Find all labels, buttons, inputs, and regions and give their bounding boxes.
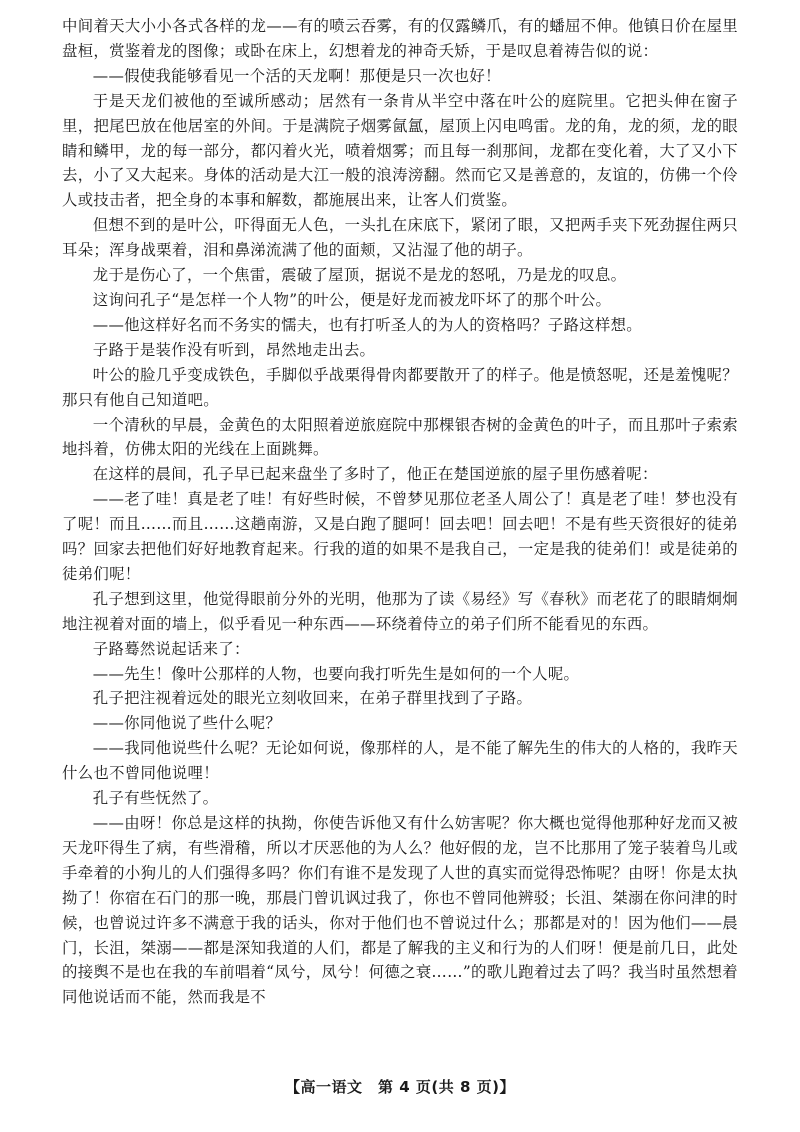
- paragraph: 孔子把注视着远处的眼光立刻收回来，在弟子群里找到了子路。: [92, 689, 533, 708]
- paragraph: ——假使我能够看见一个活的天龙啊！那便是只一次也好！: [92, 66, 501, 85]
- paragraph: ——我同他说些什么呢？无论如何说，像那样的人，是不能了解先生的伟大的人格的，我昨天什么也不曾同他说哩！: [62, 739, 738, 783]
- paragraph: 孔子想到这里，他觉得眼前分外的光明，他那为了读《易经》写《春秋》而老花了的眼睛炯炯地注视着对面的墙上，似乎看见一种东西——环绕着侍立的弟子们所不能看见的东西。: [62, 589, 738, 633]
- paragraph: 在这样的晨间，孔子早已起来盘坐了多时了，他正在楚国逆旅的屋子里伤感着呢：: [92, 465, 658, 484]
- paragraph: 龙于是伤心了，一个焦雷，震破了屋顶，据说不是龙的怒吼，乃是龙的叹息。: [92, 266, 627, 285]
- paragraph: ——先生！像叶公那样的人物，也要向我打听先生是如何的一个人呢。: [92, 664, 580, 683]
- paragraph: 这询问孔子“是怎样一个人物”的叶公，便是好龙而被龙吓坏了的那个叶公。: [92, 290, 612, 309]
- paragraph: 但想不到的是叶公，吓得面无人色，一头扎在床底下，紧闭了眼，又把两手夹下死劲握住两只耳朵；浑身战栗着，泪和鼻涕流满了他的面颊，又沾湿了他的胡子。: [62, 216, 738, 260]
- page-footer: 【高一语文 第 4 页(共 8 页)】: [285, 1078, 515, 1096]
- paragraph: ——他这样好名而不务实的懦夫，也有打听圣人的为人的资格吗？子路这样想。: [92, 315, 642, 334]
- paragraph: 孔子有些怃然了。: [92, 789, 219, 808]
- paragraph: 子路于是装作没有听到，昂然地走出去。: [92, 340, 376, 359]
- paragraph: 叶公的脸几乎变成铁色，手脚似乎战栗得骨肉都要散开了的样子。他是愤怒呢，还是羞愧呢？那只有他自己知道吧。: [62, 365, 738, 409]
- paragraph: 子路蓦然说起话来了：: [92, 639, 250, 658]
- paragraph: ——老了哇！真是老了哇！有好些时候，不曾梦见那位老圣人周公了！真是老了哇！梦也没有了呢！而且……而且……这趟南游，又是白跑了腿呵！回去吧！回去吧！不是有些天资很好的徒弟吗？回家去把他们好好地教育起来。行我的道的如果不是我自己，一定是我的徒弟们！或是徒弟的徒弟们呢！: [62, 490, 738, 583]
- paragraph: 中间着天大小小各式各样的龙——有的喷云吞雾，有的仅露鳞爪，有的蟠屈不伸。他镇日价在屋里盘桓，赏鉴着龙的图像；或卧在床上，幻想着龙的神奇夭矫，于是叹息着祷告似的说：: [62, 17, 738, 60]
- paragraph: 于是天龙们被他的至诚所感动；居然有一条肯从半空中落在叶公的庭院里。它把头伸在窗子里，把尾巴放在他居室的外间。于是满院子烟雾氤氲，屋顶上闪电鸣雷。龙的角，龙的须，龙的眼睛和鳞甲，龙的每一部分，都闪着火光，喷着烟雾；而且每一刹那间，龙都在变化着，大了又小下去，小了又大起来。身体的活动是大江一般的浪涛滂翻。然而它又是善意的，友谊的，仿佛一个伶人或技击者，把全身的本事和解数，都施展出来，让客人们赏鉴。: [62, 91, 738, 210]
- paragraph: ——你同他说了些什么呢？: [92, 714, 282, 733]
- paragraph: 一个清秋的早晨，金黄色的太阳照着逆旅庭院中那棵银杏树的金黄色的叶子，而且那叶子索索地抖着，仿佛太阳的光线在上面跳舞。: [62, 415, 738, 459]
- paragraph: ——由呀！你总是这样的执拗，你使告诉他又有什么妨害呢？你大概也觉得他那种好龙而又被天龙吓得生了病，有些滑稽，所以才厌恶他的为人么？他好假的龙，岂不比那用了笼子装着鸟儿或手牵着的小狗儿的人们强得多吗？你们有谁不是发现了人世的真实而觉得恐怖呢？由呀！你是太执拗了！你宿在石门的那一晚，那晨门曾讥讽过我了，你也不曾同他辨驳；长沮、桀溺在你问津的时候，也曾说过许多不满意于我的话头，你对于他们也不曾说过什么；那都是对的！因为他们——晨门，长沮，桀溺——都是深知我道的人们，都是了解我的主义和行为的人们呀！便是前几日，此处的接舆不是也在我的车前唱着“凤兮，凤兮！何德之衰……”的歌儿跑着过去了吗？我当时虽然想着同他说话而不能，然而我是不: [62, 814, 738, 1007]
- document-body: [62, 14, 738, 1010]
